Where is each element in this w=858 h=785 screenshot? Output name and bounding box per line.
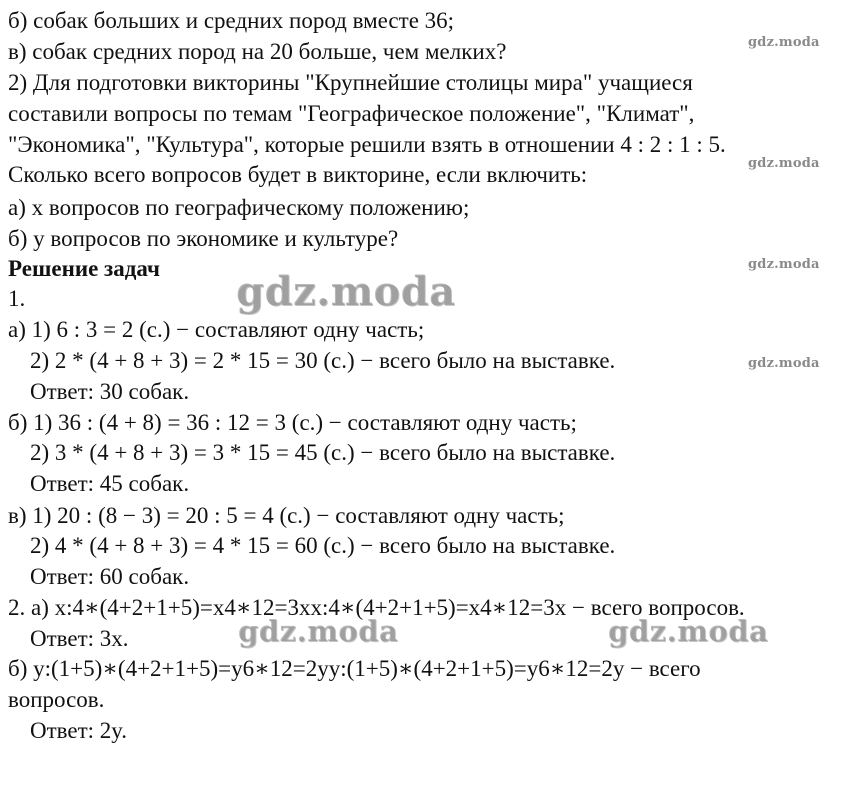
watermark: gdz.moda	[748, 35, 820, 50]
watermark: gdz.moda	[608, 614, 769, 648]
text-line: в) собак средних пород на 20 больше, чем мелких?	[8, 39, 507, 64]
section-heading: Решение задач	[8, 256, 160, 281]
answer-line: Ответ: 2y.	[30, 718, 128, 743]
text-line: в) 1) 20 : (8 − 3) = 20 : 5 = 4 (с.) − составляют одну часть;	[8, 503, 565, 528]
text-line: б) 1) 36 : (4 + 8) = 36 : 12 = 3 (с.) − составляют одну часть;	[8, 410, 577, 435]
answer-line: Ответ: 30 собак.	[30, 379, 190, 404]
text-line: а) 1) 6 : 3 = 2 (с.) − составляют одну часть;	[8, 317, 425, 342]
text-line: 2) 3 * (4 + 8 + 3) = 3 * 15 = 45 (с.) − всего было на выставке.	[30, 440, 616, 465]
text-line: 2) 4 * (4 + 8 + 3) = 4 * 15 = 60 (с.) − всего было на выставке.	[30, 533, 616, 558]
text-line: б) собак больших и средних пород вместе 36;	[8, 8, 455, 33]
text-line: а) x вопросов по географическому положению;	[8, 195, 470, 220]
answer-line: Ответ: 3x.	[30, 626, 129, 651]
watermark: gdz.moda	[748, 156, 820, 171]
text-line: 2) 2 * (4 + 8 + 3) = 2 * 15 = 30 (с.) − всего было на выставке.	[30, 348, 616, 373]
text-line: 2) Для подготовки викторины "Крупнейшие столицы мира" учащиеся	[8, 70, 693, 95]
text-line: составили вопросы по темам "Географическое положение", "Климат",	[8, 101, 695, 126]
watermark: gdz.moda	[748, 257, 820, 272]
text-line: 1.	[8, 286, 26, 311]
answer-line: Ответ: 45 собак.	[30, 471, 190, 496]
text-line: б) y вопросов по экономике и культуре?	[8, 226, 399, 251]
text-line: б) y:(1+5)∗(4+2+1+5)=y6∗12=2yy:(1+5)∗(4+2+1+5)=y6∗12=2y − всего	[8, 656, 701, 681]
watermark: gdz.moda	[236, 268, 456, 315]
text-line: вопросов.	[8, 687, 105, 712]
watermark: gdz.moda	[748, 356, 820, 371]
text-line: Сколько всего вопросов будет в викторине, если включить:	[8, 162, 588, 187]
answer-line: Ответ: 60 собак.	[30, 564, 190, 589]
text-line: 2. а) x:4∗(4+2+1+5)=x4∗12=3xx:4∗(4+2+1+5)=x4∗12=3x − всего вопросов.	[8, 595, 745, 620]
text-line: "Экономика", "Культура", которые решили взять в отношении 4 : 2 : 1 : 5.	[8, 132, 726, 157]
watermark: gdz.moda	[238, 614, 399, 648]
